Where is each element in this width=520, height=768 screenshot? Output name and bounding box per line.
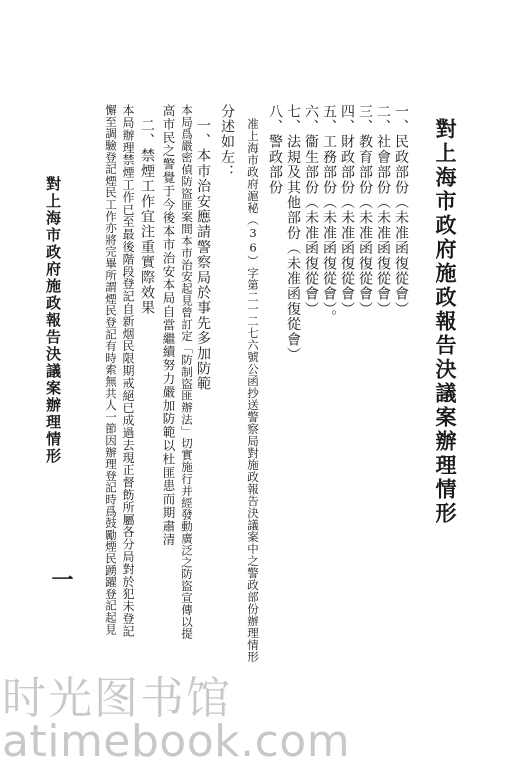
document-title: 對上海市政府施政報告決議案辦理情形 bbox=[433, 118, 458, 526]
running-title: 對上海市政府施政報告決議案辦理情形 bbox=[44, 176, 62, 465]
text-line: 一、民政部份（未准函復從會） bbox=[393, 104, 409, 317]
text-line: 本局爲嚴密偵防盜匪案間本市治安起見曾訂定「防制盜匪辦法」切實施行并經發動廣泛之防盜宣傳以提 bbox=[180, 104, 194, 640]
text-line: 本局辦理禁煙工作已至最後階段登記自新烟民限期戒絕已成過去現正督飭所屬各分局對於犯未登記 bbox=[121, 104, 135, 638]
text-line: 一、本市治安應請警察局於事先多加防範 bbox=[195, 118, 211, 392]
watermark-chinese: 时光图书馆 bbox=[2, 673, 232, 724]
text-line: 六、衞生部份（未准函復從會） bbox=[303, 104, 319, 317]
text-line: 准上海市政府滬秘（36）字第二一二七六號公函抄送警察局對施政報告決議案中之警政部份辦理情形 bbox=[246, 118, 260, 663]
text-line: 七、法規及其他部份（未准函復從會） bbox=[285, 104, 301, 363]
watermark-url: atimebook.com bbox=[2, 716, 351, 767]
text-line: 高市民之警覺于今後本市治安本局自當繼續努力嚴加防範以杜匪患而期肅清 bbox=[161, 104, 176, 547]
page-number: 一 bbox=[48, 568, 74, 590]
text-line: 八、警政部份 bbox=[267, 104, 283, 196]
text-line: 分述如左： bbox=[219, 104, 235, 180]
text-line: 懈至調驗登記煙民工作亦將完畢所謂煙民登記有時索無共人一節因辦理登記時爲鼓勵煙民踴躍登記起見 bbox=[104, 104, 118, 635]
text-line: 四、財政部份（未准函復從會） bbox=[339, 104, 355, 317]
text-line: 三、教育部份（未准函復從會） bbox=[357, 104, 373, 317]
text-line: 二、禁煙工作宜注重實際效果 bbox=[139, 118, 155, 316]
text-line: 二、社會部份（未准函復從會） bbox=[375, 104, 391, 317]
text-line: 五、工務部份（未准函復從會）。 bbox=[321, 104, 337, 325]
